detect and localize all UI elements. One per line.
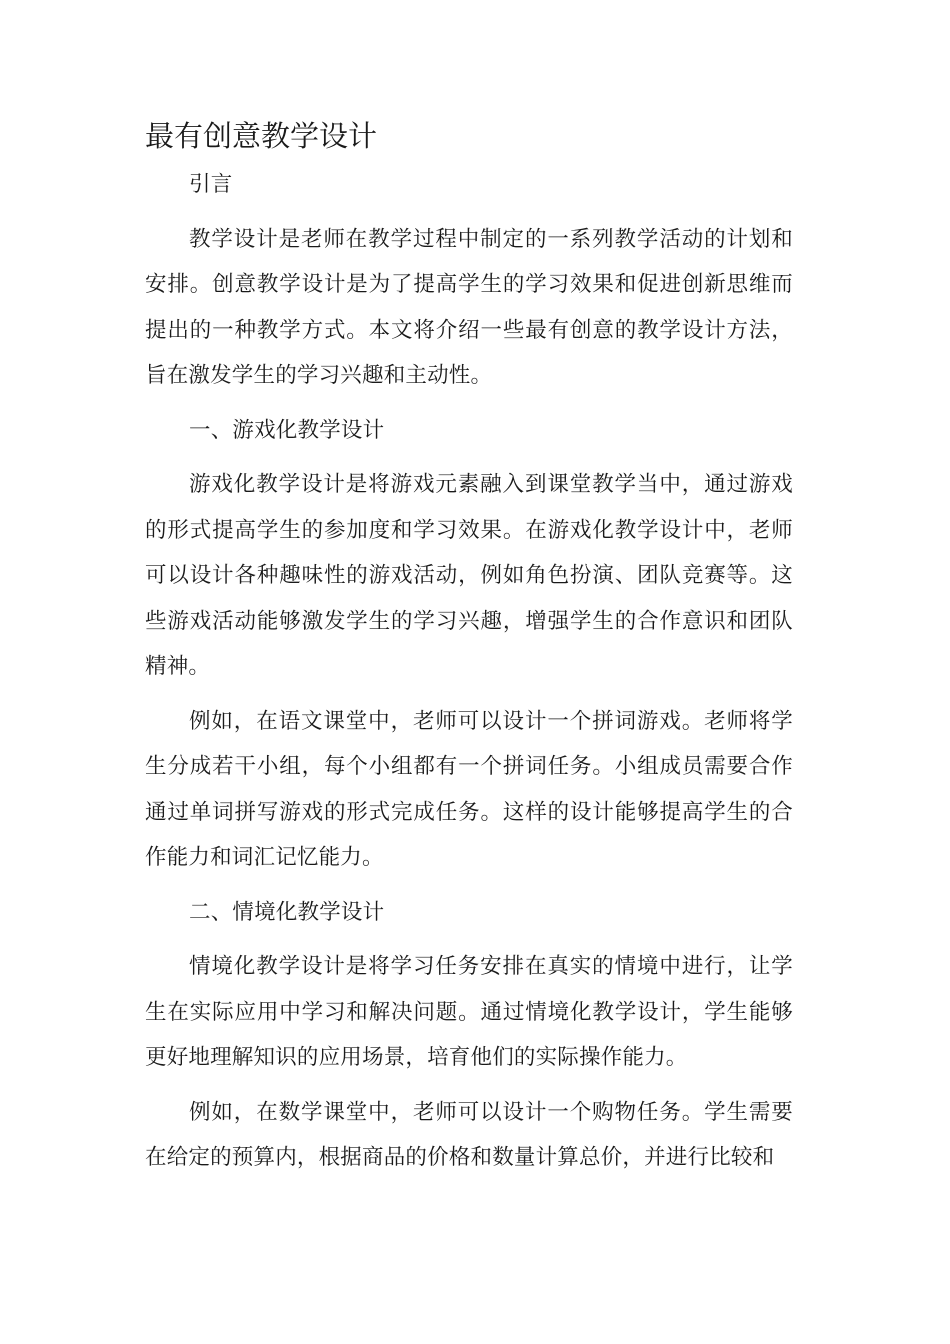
section-2-paragraph-1: 情境化教学设计是将学习任务安排在真实的情境中进行，让学生在实际应用中学习和解决问题。通过情境化教学设计，学生能够更好地理解知识的应用场景，培育他们的实际操作能力。 [145,954,793,1070]
section-2-heading: 二、情境化教学设计 [189,899,385,925]
intro-heading: 引言 [189,172,233,197]
section-1-paragraph-2: 例如，在语文课堂中，老师可以设计一个拼词游戏。老师将学生分成若干小组，每个小组都有一个拼词任务。小组成员需要合作通过单词拼写游戏的形式完成任务。这样的设计能够提高学生的合作能力和词汇记忆能力。 [145,708,793,870]
document-title: 最有创意教学设计 [145,119,378,153]
section-2-paragraph-2: 例如，在数学课堂中，老师可以设计一个购物任务。学生需要在给定的预算内，根据商品的价格和数量计算总价，并进行比较和 [145,1099,793,1170]
document-body [145,162,793,1181]
section-1-heading: 一、游戏化教学设计 [189,417,385,443]
intro-paragraph: 教学设计是老师在教学过程中制定的一系列教学活动的计划和安排。创意教学设计是为了提高学生的学习效果和促进创新思维而提出的一种教学方式。本文将介绍一些最有创意的教学设计方法，旨在激发学生的学习兴趣和主动性。 [145,226,793,388]
section-1-paragraph-1: 游戏化教学设计是将游戏元素融入到课堂教学当中，通过游戏的形式提高学生的参加度和学习效果。在游戏化教学设计中，老师可以设计各种趣味性的游戏活动，例如角色扮演、团队竞赛等。这些游戏活动能够激发学生的学习兴趣，增强学生的合作意识和团队精神。 [145,472,793,679]
